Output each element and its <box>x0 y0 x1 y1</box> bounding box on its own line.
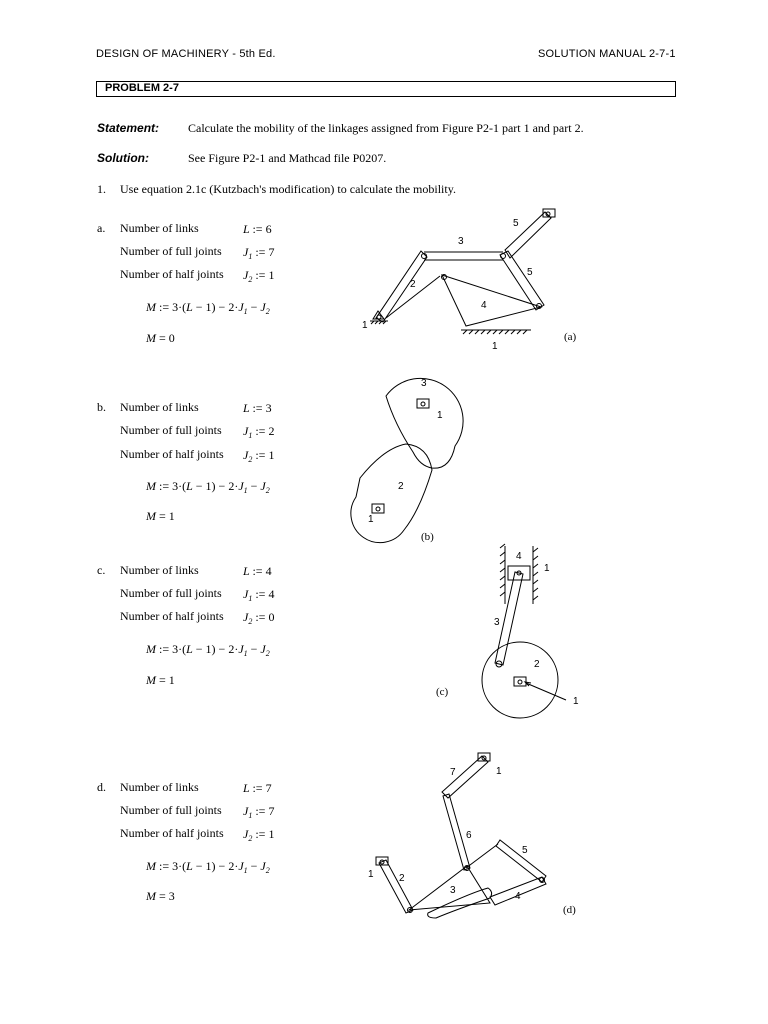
figure-caption-d: (d) <box>563 904 576 916</box>
figure-caption-c: (c) <box>436 686 449 698</box>
links-label: Number of links <box>120 400 199 414</box>
mobility-result: M = 1 <box>146 673 175 687</box>
mobility-formula: M := $3\cdot(L - 1) - 2\cdot J_1 - J_2$ <box>146 300 270 316</box>
part-letter: c. <box>97 563 106 577</box>
link-label: 2 <box>410 279 416 290</box>
eq-L: L := 6 <box>243 222 272 236</box>
eq-L: L := 4 <box>243 564 272 578</box>
statement-text: Calculate the mobility of the linkages assigned from Figure P2-1 part 1 and part 2. <box>188 121 584 135</box>
figure-caption-a: (a) <box>564 331 577 343</box>
mobility-result: M = 1 <box>146 509 175 523</box>
links-label: Number of links <box>120 221 199 235</box>
eq-J1: $J_1$ := 4 <box>243 587 275 603</box>
part-letter: d. <box>97 780 106 794</box>
full-label: Number of full joints <box>120 803 222 817</box>
eq-J1: $J_1$ := 2 <box>243 424 275 440</box>
part-letter: b. <box>97 400 106 414</box>
mobility-result: M = 0 <box>146 331 175 345</box>
eq-J2: $J_2$ := 1 <box>243 827 275 843</box>
link-label: 6 <box>466 830 472 841</box>
link-label: 7 <box>450 767 456 778</box>
step-number: 1. <box>97 182 106 196</box>
link-label: 1 <box>573 696 579 707</box>
link-label: 2 <box>398 481 404 492</box>
mobility-formula: M := $3\cdot(L - 1) - 2\cdot J_1 - J_2$ <box>146 479 270 495</box>
link-label: 1 <box>544 563 550 574</box>
link-label: 1 <box>368 869 374 880</box>
half-label: Number of half joints <box>120 447 224 461</box>
full-label: Number of full joints <box>120 244 222 258</box>
eq-L: L := 3 <box>243 401 272 415</box>
link-label: 4 <box>481 300 487 311</box>
eq-J2: $J_2$ := 0 <box>243 610 275 626</box>
link-label: 1 <box>362 320 368 331</box>
link-label: 5 <box>513 218 519 229</box>
link-label: 2 <box>534 659 540 670</box>
mobility-formula: M := $3\cdot(L - 1) - 2\cdot J_1 - J_2$ <box>146 642 270 658</box>
link-label: 4 <box>515 891 521 902</box>
link-label: 3 <box>450 885 456 896</box>
link-label: 3 <box>421 378 427 389</box>
mobility-formula: M := $3\cdot(L - 1) - 2\cdot J_1 - J_2$ <box>146 859 270 875</box>
full-label: Number of full joints <box>120 423 222 437</box>
part-letter: a. <box>97 221 106 235</box>
figure-caption-b: (b) <box>421 531 434 543</box>
full-label: Number of full joints <box>120 586 222 600</box>
header-right: SOLUTION MANUAL 2-7-1 <box>538 48 676 60</box>
link-label: 3 <box>458 236 464 247</box>
problem-title: PROBLEM 2-7 <box>105 82 179 94</box>
link-label: 1 <box>496 766 502 777</box>
solution-label: Solution: <box>97 151 149 165</box>
ground-pivot-icon <box>478 753 490 761</box>
step-text: Use equation 2.1c (Kutzbach's modification) to calculate the mobility. <box>120 182 456 196</box>
eq-J2: $J_2$ := 1 <box>243 268 275 284</box>
eq-J1: $J_1$ := 7 <box>243 245 275 261</box>
link-label: 5 <box>522 845 528 856</box>
link-label: 1 <box>492 341 498 352</box>
link-label: 4 <box>516 551 522 562</box>
link-label: 1 <box>437 410 443 421</box>
half-label: Number of half joints <box>120 609 224 623</box>
statement-label: Statement: <box>97 121 160 135</box>
solution-text: See Figure P2-1 and Mathcad file P0207. <box>188 151 387 165</box>
eq-J1: $J_1$ := 7 <box>243 804 275 820</box>
link-label: 3 <box>494 617 500 628</box>
link-label: 5 <box>527 267 533 278</box>
half-label: Number of half joints <box>120 267 224 281</box>
link-label: 2 <box>399 873 405 884</box>
link-label: 1 <box>368 514 374 525</box>
half-label: Number of half joints <box>120 826 224 840</box>
links-label: Number of links <box>120 563 199 577</box>
eq-L: L := 7 <box>243 781 272 795</box>
header-left: DESIGN OF MACHINERY - 5th Ed. <box>96 48 276 60</box>
mobility-result: M = 3 <box>146 889 175 903</box>
eq-J2: $J_2$ := 1 <box>243 448 275 464</box>
links-label: Number of links <box>120 780 199 794</box>
